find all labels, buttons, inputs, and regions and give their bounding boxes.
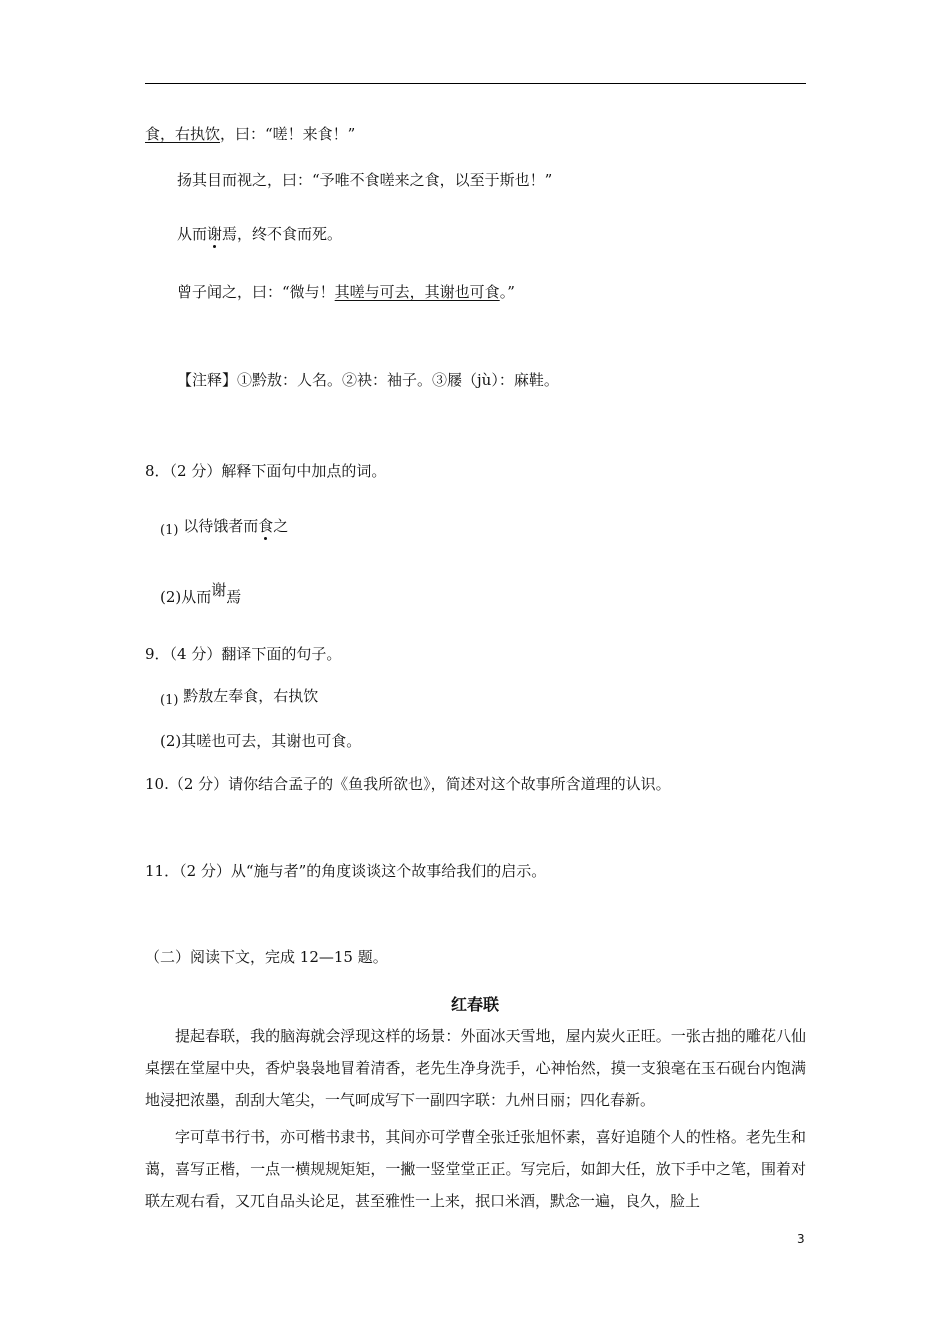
question-8: 8．（2 分）解释下面句中加点的词。 xyxy=(145,462,387,480)
passage-line-4: 曾子闻之，曰：“微与！其嗟与可去，其谢也可食。” xyxy=(177,283,515,301)
underlined-phrase: 其嗟与可去，其谢也可食 xyxy=(334,283,500,301)
passage-line-3: 从而谢焉，终不食而死。 xyxy=(177,225,343,243)
question-8-2: (2)从而谢焉 xyxy=(160,581,242,606)
passage-line-1: 食，右执饮，曰：“嗟！来食！” xyxy=(145,125,356,143)
raised-character: 谢 xyxy=(211,581,227,599)
question-10: 10.（2 分）请你结合孟子的《鱼我所欲也》，简述对这个故事所含道理的认识。 xyxy=(145,775,671,793)
article-paragraph-2: 字可草书行书，亦可楷书隶书，其间亦可学曹全张迁张旭怀素，喜好追随个人的性格。老先生和蔼，喜写正楷，一点一横规规矩矩，一撇一竖堂堂正正。写完后，如卸大任，放下手中之笔，围着对联左观右看，又兀自品头论足，甚至雅性一上来，抿口米酒，默念一遍，良久，脸上 xyxy=(145,1128,806,1210)
header-rule xyxy=(145,83,806,84)
annotation-note: 【注释】①黔敖：人名。②袂：袖子。③屦（jù）：麻鞋。 xyxy=(177,371,559,389)
question-9: 9．（4 分）翻译下面的句子。 xyxy=(145,645,342,663)
question-9-1: (1) 黔敖左奉食，右执饮 xyxy=(160,687,319,708)
passage-line-2: 扬其目而视之，曰：“予唯不食嗟来之食，以至于斯也！” xyxy=(177,171,553,189)
section-2-heading: （二）阅读下文，完成 12—15 题。 xyxy=(145,948,388,966)
dotted-character: 食 xyxy=(258,517,274,535)
question-11: 11．（2 分）从“施与者”的角度谈谈这个故事给我们的启示。 xyxy=(145,862,547,880)
article-title: 红春联 xyxy=(450,995,499,1014)
question-9-2: (2)其嗟也可去，其谢也可食。 xyxy=(160,732,362,750)
page-number: 3 xyxy=(797,1232,805,1246)
question-8-1: (1) 以待饿者而食之 xyxy=(160,517,289,538)
dotted-character: 谢 xyxy=(207,225,223,243)
underlined-phrase: 食，右执饮 xyxy=(145,125,221,143)
article-paragraph-1: 提起春联，我的脑海就会浮现这样的场景：外面冰天雪地，屋内炭火正旺。一张古拙的雕花八仙桌摆在堂屋中央，香炉袅袅地冒着清香，老先生净身洗手，心神怡然，摸一支狼毫在玉石砚台内饱满地浸把浓墨，刮刮大笔尖，一气呵成写下一副四字联：九州日丽；四化春新。 xyxy=(145,1027,806,1109)
